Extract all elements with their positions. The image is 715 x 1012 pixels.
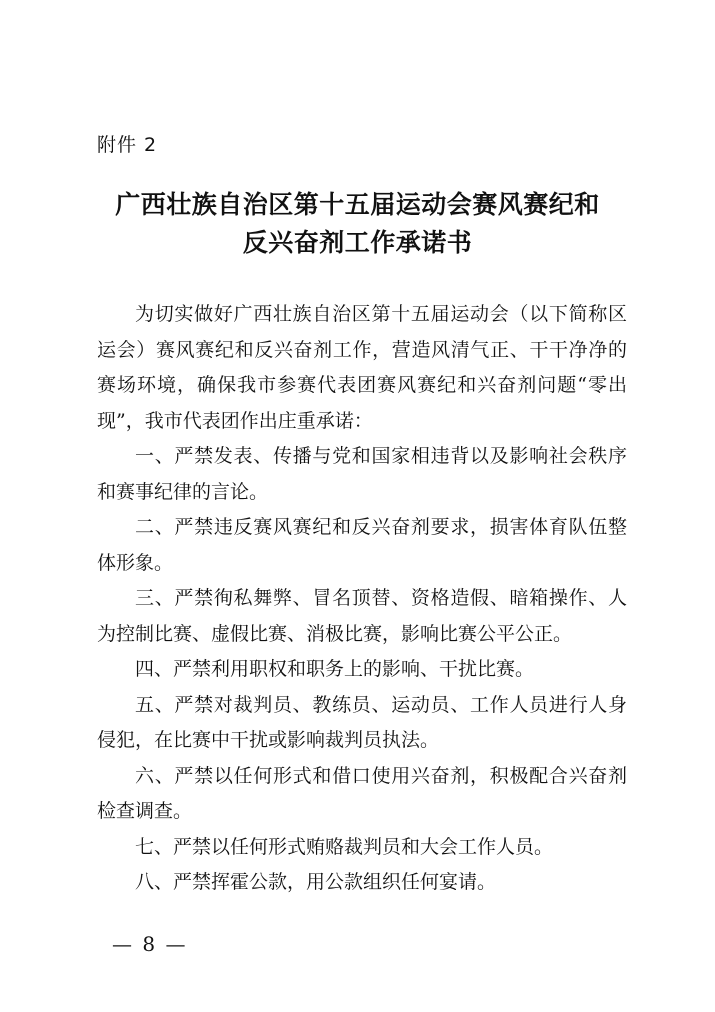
commitment-item-1: 一、严禁发表、传播与党和国家相违背以及影响社会秩序和赛事纪律的言论。 (97, 445, 627, 503)
commitment-item-4: 四、严禁利用职权和职务上的影响、干扰比赛。 (135, 658, 535, 680)
commitment-item-3: 三、严禁徇私舞弊、冒名顶替、资格造假、暗箱操作、人为控制比赛、虚假比赛、消极比赛，影响比赛公平公正。 (97, 587, 627, 645)
commitment-item-8: 八、严禁挥霍公款，用公款组织任何宴请。 (135, 871, 497, 893)
commitment-item-6: 六、严禁以任何形式和借口使用兴奋剂，积极配合兴奋剂检查调查。 (97, 764, 627, 822)
document-body (97, 297, 627, 901)
commitment-item-5: 五、严禁对裁判员、教练员、运动员、工作人员进行人身侵犯，在比赛中干扰或影响裁判员执法。 (97, 693, 627, 751)
commitment-item-7: 七、严禁以任何形式贿赂裁判员和大会工作人员。 (135, 835, 554, 858)
title-line-1: 广西壮族自治区第十五届运动会赛风赛纪和 (115, 190, 600, 219)
intro-paragraph: 为切实做好广西壮族自治区第十五届运动会（以下简称区运会）赛风赛纪和反兴奋剂工作，营造风清气正、干干净净的赛场环境，确保我市参赛代表团赛风赛纪和兴奋剂问题“零出现”，我市代表团作出庄重承诺： (97, 303, 627, 432)
commitment-item-2: 二、严禁违反赛风赛纪和反兴奋剂要求，损害体育队伍整体形象。 (97, 516, 627, 574)
title-line-2: 反兴奋剂工作承诺书 (242, 228, 473, 257)
page-number: — 8 — (112, 932, 188, 956)
attachment-label: 附件 2 (97, 134, 158, 156)
document-title (90, 186, 625, 262)
